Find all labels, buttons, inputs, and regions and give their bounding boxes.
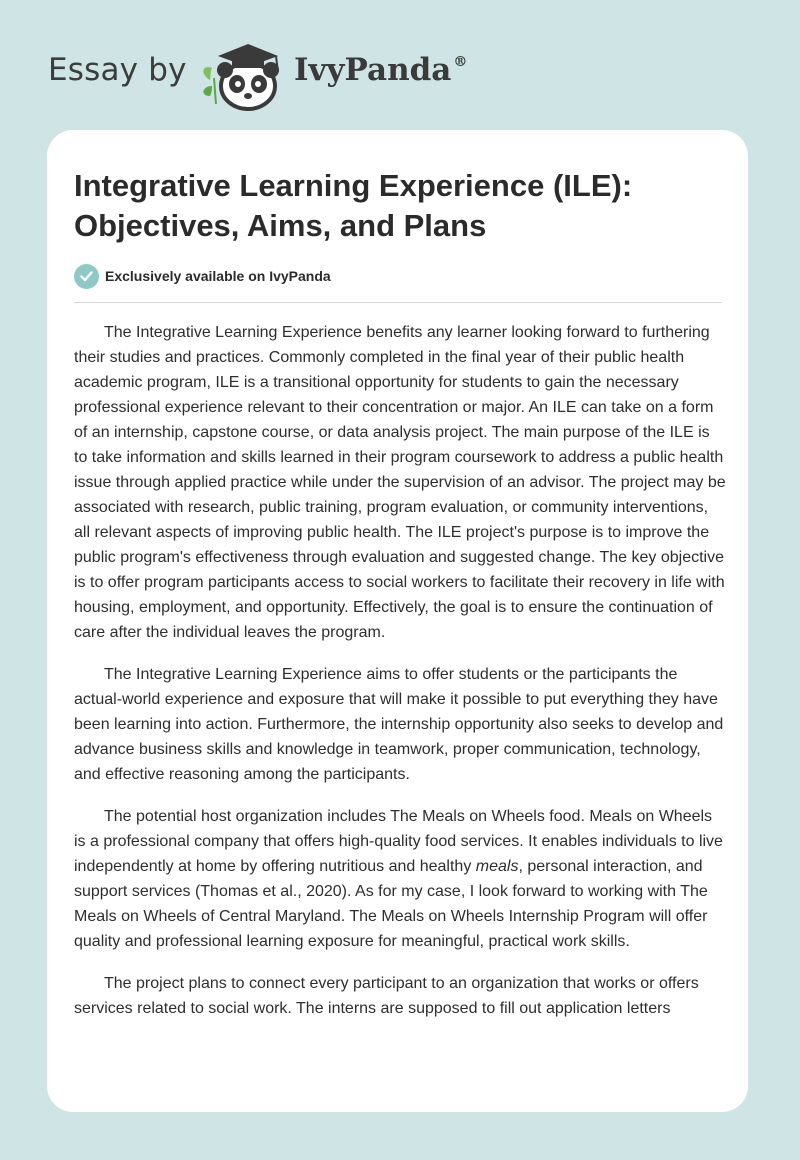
paragraph: The Integrative Learning Experience benefits any learner looking forward to furthering their studies and practices. Commonly completed in the final year of their public health academic program, ILE is a transitional opportunity for students to gain the necessary professional experience relevant to their concentration or major. An ILE can take on a form of an internship, capstone course, or data analysis project. The main purpose of the ILE is to take information and skills learned in their program coursework to address a public health issue through applied practice while under the supervision of an advisor. The project may be associated with research, public training, program evaluation, or community interventions, all relevant aspects of improving public health. The ILE project's purpose is to improve the public program's effectiveness through evaluation and suggested change. The key objective is to offer program participants access to social workers to facilitate their recovery in life with housing, employment, and opportunity. Effectively, the goal is to ensure the continuation of care after the individual leaves the program. — [74, 324, 726, 641]
paragraph: The project plans to connect every participant to an organization that works or offers services related to social work. The interns are supposed to fill out application letters — [74, 975, 699, 1017]
paragraph: The potential host organization includes The Meals on Wheels food. Meals on Wheels is a professional company that offers high-quality food services. It enables individuals to live independently at home by offering nutritious and healthy meals, personal interaction, and support services (Thomas et al., 2020). As for my case, I look forward to working with The Meals on Wheels of Central Maryland. The Meals on Wheels Internship Program will offer quality and professional learning exposure for meaningful, practical work skills. — [74, 808, 723, 950]
site-header — [48, 34, 468, 114]
brand-name[interactable]: IvyPanda ® — [294, 52, 468, 88]
essay-card — [47, 130, 748, 1112]
check-icon — [74, 264, 99, 289]
essay-by-label: Essay by — [48, 52, 187, 88]
emphasis-text: meals — [475, 858, 519, 875]
divider — [74, 302, 722, 303]
exclusive-badge — [74, 263, 331, 289]
essay-body — [74, 320, 726, 1038]
page-title: Integrative Learning Experience (ILE): Objectives, Aims, and Plans — [74, 168, 633, 243]
paragraph: The Integrative Learning Experience aims to offer students or the participants the actual-world experience and exposure that will make it possible to put everything they have been learning into action. Furthermore, the internship opportunity also seeks to develop and advance business skills and knowledge in teamwork, proper communication, technology, and effective reasoning among the participants. — [74, 666, 724, 783]
panda-graduation-cap-icon[interactable] — [198, 34, 293, 112]
exclusive-label: Exclusively available on IvyPanda — [105, 268, 331, 284]
registered-mark: ® — [453, 54, 468, 70]
